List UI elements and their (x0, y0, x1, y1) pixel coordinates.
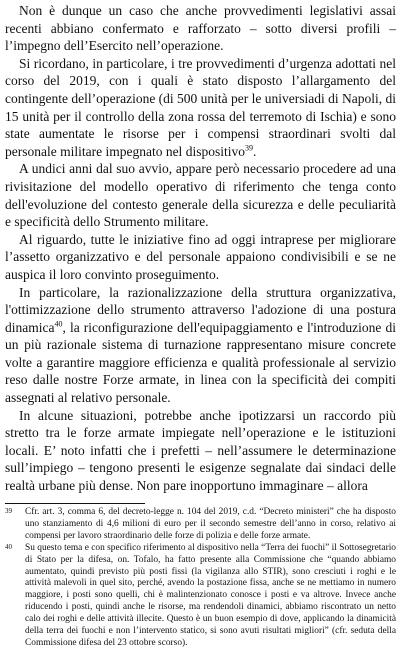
footnote-ref-40[interactable]: 40 (54, 319, 63, 329)
footnotes-section (5, 507, 396, 650)
paragraph-3: A undici anni dal suo avvio, appare però necessario procedere ad una rivisitazione del modello operativo di riferimento che tenga conto dell'evoluzione del contesto generale della sicurezza e delle peculiarità e specificità dello Strumento militare. (5, 161, 396, 230)
paragraph-2 (5, 55, 396, 161)
body-text (5, 2, 396, 495)
paragraph-5-text-b: , la riconfigurazione dell'equipaggiamento e l'introduzione di un più razionale sistema di turnazione rappresentano misure concrete volte a garantire maggiore efficienza e qualità professionale al servizio reso dalle nostre Forze armate, in linea con la specificità dei compiti assegnati al relativo personale. (5, 319, 396, 406)
paragraph-5-text-a: In particolare, la razionalizzazione della struttura organizzativa, l'ottimizzazione dello strumento attraverso l'adozione di una postura dinamica (5, 284, 396, 335)
paragraph-1: Non è dunque un caso che anche provvedimenti legislativi assai recenti abbiano confermato e rafforzato – sotto diversi profili – l’impegno dell’Esercito nell’operazione. (5, 3, 396, 54)
paragraph-4: Al riguardo, tutte le iniziative fino ad oggi intraprese per migliorare l’assetto organizzativo e del personale appaiono condivisibili e se ne auspica il loro convinto proseguimento. (5, 231, 396, 282)
footnote-39 (5, 507, 396, 543)
footnote-ref-39[interactable]: 39 (244, 143, 253, 153)
paragraph-2-text: Si ricordano, in particolare, i tre provvedimenti d’urgenza adottati nel corso del 2019, con i quali è stato disposto l’allargamento del contingente dell’operazione (di 500 unità per le universiadi di Napoli, di 15 unità per il controllo della zona rossa del terremoto di Ischia) e sono state aumentate le risorse per i compensi straordinari svolti dal personale militare impegnato nel dispositivo (5, 55, 397, 159)
paragraph-2-end: . (252, 143, 257, 159)
paragraph-5 (5, 284, 396, 407)
footnote-40 (5, 543, 396, 650)
footnote-text: Cfr. art. 3, comma 6, del decreto-legge n. 104 del 2019, c.d. “Decreto ministeri” che ha disposto uno stanziamento di 4,6 milioni di euro per il secondo semestre dell’anno in corso, relativo ai compensi per lavoro straordinario delle forze di polizia e delle forze armate. (25, 507, 396, 541)
footnote-text: Su questo tema e con specifico riferimento al dispositivo nella “Terra dei fuochi” il Sottosegretario di Stato per la difesa, on. Tofalo, ha fatto presente alla Commissione che “quando abbiamo aumentato, quindi previsto più posti fissi (la vigilanza allo STIR), sono cresciuti i roghi e le attività malevoli in quel sito, perché, avendo la postazione fissa, anche se ne mettiamo in numero maggiore, i posti sono quelli, chi è malintenzionato conosce i posti e va altrove. Invece anche riducendo i posti, quindi anche le risorse, ma rendendoli dinamici, abbiamo riscontrato un netto calo dei roghi e delle attività illecite. Questo è un buon esempio di dove, applicando la dinamicità della terra dei fuochi e non l’intervento statico, si sono avuti risultati migliori” (cfr. seduta della Commissione difesa del 23 ottobre scorso). (25, 542, 396, 648)
footnote-number: 40 (5, 542, 12, 551)
footnote-separator (5, 503, 145, 504)
footnote-number: 39 (5, 507, 12, 515)
paragraph-6: In alcune situazioni, potrebbe anche ipotizzarsi un raccordo più stretto tra le forze armate impiegate nell’operazione e le istituzioni locali. E’ noto infatti che i prefetti – nell’assumere le determinazione sull’impiego – tengono presenti le esigenze segnalate dai sindaci delle realtà urbane più dense. Non pare inopportuno immaginare – allora (5, 407, 396, 494)
